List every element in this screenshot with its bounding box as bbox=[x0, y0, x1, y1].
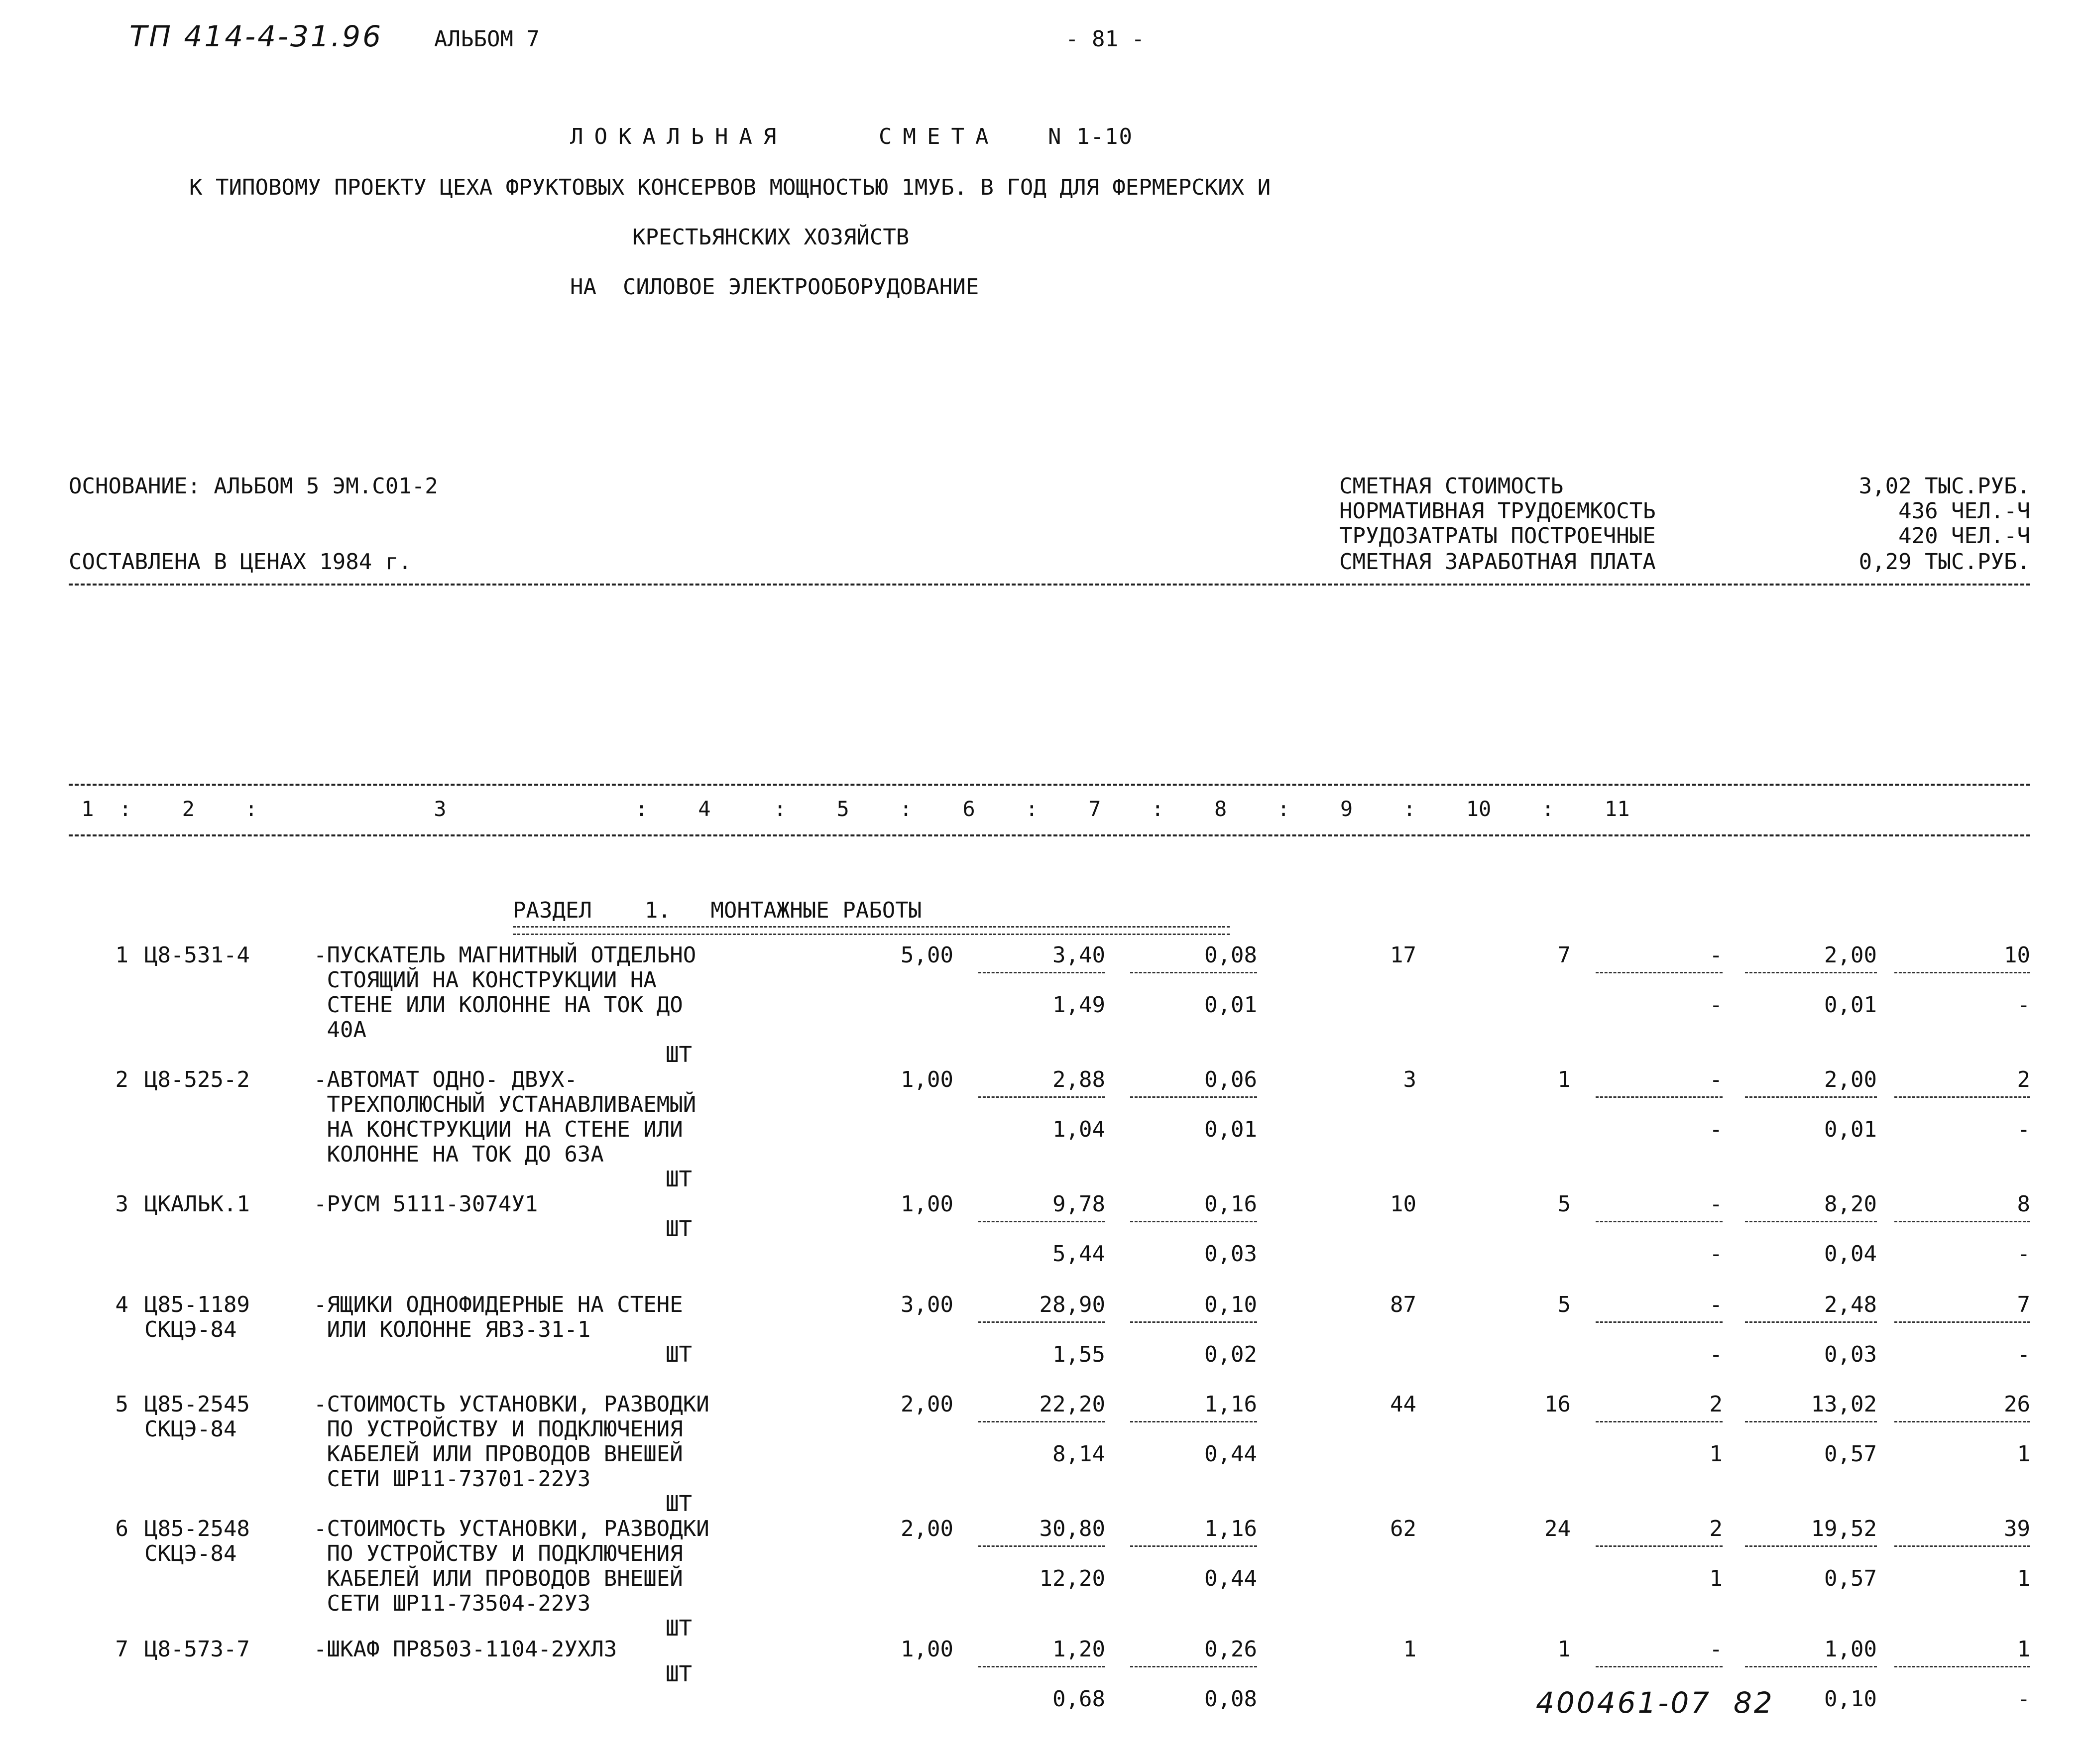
row-name: -АВТОМАТ ОДНО- ДВУХ- bbox=[314, 1067, 578, 1092]
total-separator bbox=[1894, 1221, 2030, 1222]
row-code: Ц8-525-2 bbox=[144, 1067, 250, 1092]
row-name: 40А bbox=[314, 1017, 366, 1043]
row-unit: ШТ bbox=[666, 1216, 692, 1242]
total-separator bbox=[1596, 1321, 1723, 1323]
row-quantity: 1,00 bbox=[901, 1637, 953, 1662]
row-name: ИЛИ КОЛОННЕ ЯВЗ-31-1 bbox=[314, 1317, 591, 1342]
unit-machine-wages: 0,08 bbox=[1204, 1686, 1257, 1712]
row-quantity: 1,00 bbox=[901, 1191, 953, 1217]
cost-separator bbox=[1130, 1545, 1257, 1547]
labor-total: 26 bbox=[2004, 1392, 2030, 1417]
service-labor-per-unit: 0,57 bbox=[1824, 1441, 1877, 1467]
row-quantity: 2,00 bbox=[901, 1392, 953, 1417]
row-unit: ШТ bbox=[666, 1661, 692, 1687]
service-labor-total: - bbox=[2017, 1241, 2030, 1267]
total-separator bbox=[1894, 1666, 2030, 1667]
total-separator bbox=[1745, 1096, 1877, 1098]
total-machine-wages: - bbox=[1709, 1117, 1723, 1142]
row-code: Ц85-2545 bbox=[144, 1392, 250, 1417]
total-base-wages: 24 bbox=[1544, 1516, 1571, 1541]
cost-separator bbox=[1130, 1421, 1257, 1422]
total-machines: - bbox=[1709, 1637, 1723, 1662]
total-separator bbox=[1894, 1096, 2030, 1098]
service-labor-per-unit: 0,01 bbox=[1824, 992, 1877, 1018]
row-unit: ШТ bbox=[666, 1042, 692, 1067]
total-machine-wages: - bbox=[1709, 1342, 1723, 1367]
total-machines: - bbox=[1709, 942, 1723, 968]
cost-separator bbox=[1130, 972, 1257, 973]
summary-label: СМЕТНАЯ СТОИМОСТЬ bbox=[1339, 473, 1564, 499]
total-separator bbox=[1894, 972, 2030, 973]
album-label: АЛЬБОМ 7 bbox=[434, 26, 540, 52]
unit-cost-total: 9,78 bbox=[1052, 1191, 1105, 1217]
unit-machine-wages: 0,03 bbox=[1204, 1241, 1257, 1267]
total-cost: 62 bbox=[1390, 1516, 1416, 1541]
row-number: 6 bbox=[115, 1516, 128, 1541]
unit-base-wages: 12,20 bbox=[1039, 1566, 1105, 1591]
row-name: ТРЕХПОЛЮСНЫЙ УСТАНАВЛИВАЕМЫЙ bbox=[314, 1092, 696, 1117]
service-labor-total: - bbox=[2017, 1686, 2030, 1712]
unit-base-wages: 1,49 bbox=[1052, 992, 1105, 1018]
row-number: 5 bbox=[115, 1392, 128, 1417]
labor-total: 2 bbox=[2017, 1067, 2030, 1092]
unit-cost-total: 2,88 bbox=[1052, 1067, 1105, 1092]
page-number: - 81 - bbox=[1065, 26, 1145, 52]
summary-label: НОРМАТИВНАЯ ТРУДОЕМКОСТЬ bbox=[1339, 498, 1656, 524]
total-cost: 3 bbox=[1403, 1067, 1416, 1092]
unit-cost-total: 28,90 bbox=[1039, 1292, 1105, 1317]
title-number: N 1-10 bbox=[1048, 124, 1133, 149]
cost-separator bbox=[1130, 1666, 1257, 1667]
total-separator bbox=[1894, 1421, 2030, 1422]
row-name: СТЕНЕ ИЛИ КОЛОННЕ НА ТОК ДО bbox=[314, 992, 683, 1018]
labor-per-unit: 2,00 bbox=[1824, 1067, 1877, 1092]
cost-separator bbox=[978, 1421, 1105, 1422]
title-smeta: СМЕТА bbox=[879, 124, 1000, 149]
row-code: Ц85-2548 bbox=[144, 1516, 250, 1541]
total-cost: 44 bbox=[1390, 1392, 1416, 1417]
service-labor-total: - bbox=[2017, 1342, 2030, 1367]
row-code: СКЦЭ-84 bbox=[144, 1317, 237, 1342]
labor-per-unit: 19,52 bbox=[1811, 1516, 1877, 1541]
section-title: РАЗДЕЛ 1. МОНТАЖНЫЕ РАБОТЫ bbox=[513, 898, 922, 923]
unit-cost-machines: 0,16 bbox=[1204, 1191, 1257, 1217]
cost-separator bbox=[978, 1096, 1105, 1098]
service-labor-total: 1 bbox=[2017, 1566, 2030, 1591]
summary-value: 0,29 ТЫС.РУБ. bbox=[1858, 549, 2030, 575]
unit-cost-total: 30,80 bbox=[1039, 1516, 1105, 1541]
total-separator bbox=[1745, 1545, 1877, 1547]
row-quantity: 3,00 bbox=[901, 1292, 953, 1317]
labor-total: 39 bbox=[2004, 1516, 2030, 1541]
total-machines: 2 bbox=[1709, 1392, 1723, 1417]
row-name: ПО УСТРОЙСТВУ И ПОДКЛЮЧЕНИЯ bbox=[314, 1541, 683, 1566]
unit-cost-machines: 0,26 bbox=[1204, 1637, 1257, 1662]
row-name: СЕТИ ШР11-73701-22У3 bbox=[314, 1466, 591, 1492]
total-separator bbox=[1745, 1666, 1877, 1667]
service-labor-per-unit: 0,57 bbox=[1824, 1566, 1877, 1591]
total-machine-wages: 1 bbox=[1709, 1566, 1723, 1591]
total-separator bbox=[1596, 972, 1723, 973]
total-base-wages: 5 bbox=[1557, 1191, 1571, 1217]
unit-cost-total: 22,20 bbox=[1039, 1392, 1105, 1417]
service-labor-total: 1 bbox=[2017, 1441, 2030, 1467]
row-name: НА КОНСТРУКЦИИ НА СТЕНЕ ИЛИ bbox=[314, 1117, 683, 1142]
table-top-rule bbox=[69, 584, 2030, 586]
unit-machine-wages: 0,44 bbox=[1204, 1566, 1257, 1591]
row-quantity: 1,00 bbox=[901, 1067, 953, 1092]
total-base-wages: 1 bbox=[1557, 1637, 1571, 1662]
row-name: СТОЯЩИЙ НА КОНСТРУКЦИИ НА bbox=[314, 967, 657, 993]
row-quantity: 5,00 bbox=[901, 942, 953, 968]
unit-cost-machines: 1,16 bbox=[1204, 1392, 1257, 1417]
cost-separator bbox=[978, 972, 1105, 973]
unit-base-wages: 1,55 bbox=[1052, 1342, 1105, 1367]
unit-cost-total: 1,20 bbox=[1052, 1637, 1105, 1662]
total-base-wages: 7 bbox=[1557, 942, 1571, 968]
total-separator bbox=[1745, 972, 1877, 973]
labor-total: 1 bbox=[2017, 1637, 2030, 1662]
unit-machine-wages: 0,44 bbox=[1204, 1441, 1257, 1467]
row-code: ЦКАЛЬК.1 bbox=[144, 1191, 250, 1217]
total-machines: - bbox=[1709, 1067, 1723, 1092]
total-separator bbox=[1745, 1421, 1877, 1422]
total-base-wages: 5 bbox=[1557, 1292, 1571, 1317]
total-base-wages: 16 bbox=[1544, 1392, 1571, 1417]
row-unit: ШТ bbox=[666, 1167, 692, 1192]
service-labor-total: - bbox=[2017, 1117, 2030, 1142]
total-machine-wages: - bbox=[1709, 992, 1723, 1018]
summary-value: 436 ЧЕЛ.-Ч bbox=[1898, 498, 2030, 524]
row-name: -ШКАФ ПР8503-1104-2УХЛ3 bbox=[314, 1637, 617, 1662]
service-labor-per-unit: 0,03 bbox=[1824, 1342, 1877, 1367]
title-farms: КРЕСТЬЯНСКИХ ХОЗЯЙСТВ bbox=[632, 225, 910, 250]
summary-value: 3,02 ТЫС.РУБ. bbox=[1858, 473, 2030, 499]
prices-text: СОСТАВЛЕНА В ЦЕНАХ 1984 г. bbox=[69, 549, 412, 575]
column-numbers: 1 : 2 : 3 : 4 : 5 : 6 : 7 : 8 : 9 : 10 : 11 bbox=[69, 797, 1630, 821]
row-code: СКЦЭ-84 bbox=[144, 1416, 237, 1442]
total-separator bbox=[1894, 1545, 2030, 1547]
row-name: КАБЕЛЕЙ ИЛИ ПРОВОДОВ ВНЕШЕЙ bbox=[314, 1566, 683, 1591]
labor-total: 8 bbox=[2017, 1191, 2030, 1217]
labor-total: 10 bbox=[2004, 942, 2030, 968]
row-code: Ц8-573-7 bbox=[144, 1637, 250, 1662]
labor-per-unit: 13,02 bbox=[1811, 1392, 1877, 1417]
total-separator bbox=[1596, 1096, 1723, 1098]
row-code: Ц85-1189 bbox=[144, 1292, 250, 1317]
total-machine-wages: - bbox=[1709, 1241, 1723, 1267]
unit-machine-wages: 0,01 bbox=[1204, 1117, 1257, 1142]
row-code: Ц8-531-4 bbox=[144, 942, 250, 968]
row-name: -РУСМ 5111-3074У1 bbox=[314, 1191, 538, 1217]
labor-per-unit: 8,20 bbox=[1824, 1191, 1877, 1217]
total-separator bbox=[1596, 1421, 1723, 1422]
cost-separator bbox=[978, 1221, 1105, 1222]
row-number: 1 bbox=[115, 942, 128, 968]
cost-separator bbox=[1130, 1221, 1257, 1222]
total-separator bbox=[1745, 1221, 1877, 1222]
row-unit: ШТ bbox=[666, 1616, 692, 1641]
row-number: 7 bbox=[115, 1637, 128, 1662]
unit-cost-machines: 0,10 bbox=[1204, 1292, 1257, 1317]
total-separator bbox=[1745, 1321, 1877, 1323]
title-local: ЛОКАЛЬНАЯ bbox=[570, 124, 788, 149]
total-machines: - bbox=[1709, 1292, 1723, 1317]
summary-value: 420 ЧЕЛ.-Ч bbox=[1898, 523, 2030, 549]
total-machine-wages: 1 bbox=[1709, 1441, 1723, 1467]
service-labor-per-unit: 0,01 bbox=[1824, 1117, 1877, 1142]
unit-cost-machines: 1,16 bbox=[1204, 1516, 1257, 1541]
total-machines: 2 bbox=[1709, 1516, 1723, 1541]
total-cost: 87 bbox=[1390, 1292, 1416, 1317]
labor-total: 7 bbox=[2017, 1292, 2030, 1317]
cost-separator bbox=[1130, 1096, 1257, 1098]
total-base-wages: 1 bbox=[1557, 1067, 1571, 1092]
unit-base-wages: 0,68 bbox=[1052, 1686, 1105, 1712]
unit-cost-machines: 0,06 bbox=[1204, 1067, 1257, 1092]
total-cost: 1 bbox=[1403, 1637, 1416, 1662]
row-quantity: 2,00 bbox=[901, 1516, 953, 1541]
row-code: СКЦЭ-84 bbox=[144, 1541, 237, 1566]
unit-base-wages: 1,04 bbox=[1052, 1117, 1105, 1142]
unit-machine-wages: 0,02 bbox=[1204, 1342, 1257, 1367]
row-name: -СТОИМОСТЬ УСТАНОВКИ, РАЗВОДКИ bbox=[314, 1392, 709, 1417]
row-name: -ПУСКАТЕЛЬ МАГНИТНЫЙ ОТДЕЛЬНО bbox=[314, 942, 696, 968]
title-project: К ТИПОВОМУ ПРОЕКТУ ЦЕХА ФРУКТОВЫХ КОНСЕРВОВ МОЩНОСТЬЮ 1МУБ. В ГОД ДЛЯ ФЕРМЕРСКИХ И bbox=[189, 175, 1271, 200]
unit-base-wages: 8,14 bbox=[1052, 1441, 1105, 1467]
cost-separator bbox=[978, 1666, 1105, 1667]
row-unit: ШТ bbox=[666, 1342, 692, 1367]
section-underline bbox=[513, 926, 1230, 935]
service-labor-per-unit: 0,10 bbox=[1824, 1686, 1877, 1712]
cost-separator bbox=[978, 1545, 1105, 1547]
row-number: 3 bbox=[115, 1191, 128, 1217]
row-name: -ЯЩИКИ ОДНОФИДЕРНЫЕ НА СТЕНЕ bbox=[314, 1292, 683, 1317]
title-subject: НА СИЛОВОЕ ЭЛЕКТРООБОРУДОВАНИЕ bbox=[570, 274, 979, 300]
cost-separator bbox=[978, 1321, 1105, 1323]
unit-cost-machines: 0,08 bbox=[1204, 942, 1257, 968]
total-machines: - bbox=[1709, 1191, 1723, 1217]
row-name: СЕТИ ШР11-73504-22У3 bbox=[314, 1591, 591, 1616]
labor-per-unit: 1,00 bbox=[1824, 1637, 1877, 1662]
unit-cost-total: 3,40 bbox=[1052, 942, 1105, 968]
row-name: ПО УСТРОЙСТВУ И ПОДКЛЮЧЕНИЯ bbox=[314, 1416, 683, 1442]
total-cost: 17 bbox=[1390, 942, 1416, 968]
total-cost: 10 bbox=[1390, 1191, 1416, 1217]
labor-per-unit: 2,48 bbox=[1824, 1292, 1877, 1317]
row-number: 4 bbox=[115, 1292, 128, 1317]
total-separator bbox=[1894, 1321, 2030, 1323]
document-code: ТП 414-4-31.96 bbox=[129, 19, 383, 53]
labor-per-unit: 2,00 bbox=[1824, 942, 1877, 968]
service-labor-total: - bbox=[2017, 992, 2030, 1018]
unit-machine-wages: 0,01 bbox=[1204, 992, 1257, 1018]
header-bottom-rule bbox=[69, 784, 2030, 786]
basis-text: ОСНОВАНИЕ: АЛЬБОМ 5 ЭМ.С01-2 bbox=[69, 473, 438, 499]
summary-label: ТРУДОЗАТРАТЫ ПОСТРОЕЧНЫЕ bbox=[1339, 523, 1656, 549]
total-separator bbox=[1596, 1545, 1723, 1547]
unit-base-wages: 5,44 bbox=[1052, 1241, 1105, 1267]
row-unit: ШТ bbox=[666, 1491, 692, 1517]
service-labor-per-unit: 0,04 bbox=[1824, 1241, 1877, 1267]
column-numbers-rule bbox=[69, 834, 2030, 836]
cost-separator bbox=[1130, 1321, 1257, 1323]
total-separator bbox=[1596, 1666, 1723, 1667]
row-number: 2 bbox=[115, 1067, 128, 1092]
row-name: -СТОИМОСТЬ УСТАНОВКИ, РАЗВОДКИ bbox=[314, 1516, 709, 1541]
row-name: КАБЕЛЕЙ ИЛИ ПРОВОДОВ ВНЕШЕЙ bbox=[314, 1441, 683, 1467]
handwritten-note: 400461-07 82 bbox=[1536, 1686, 1774, 1720]
total-separator bbox=[1596, 1221, 1723, 1222]
row-name: КОЛОННЕ НА ТОК ДО 63А bbox=[314, 1142, 604, 1167]
summary-label: СМЕТНАЯ ЗАРАБОТНАЯ ПЛАТА bbox=[1339, 549, 1656, 575]
